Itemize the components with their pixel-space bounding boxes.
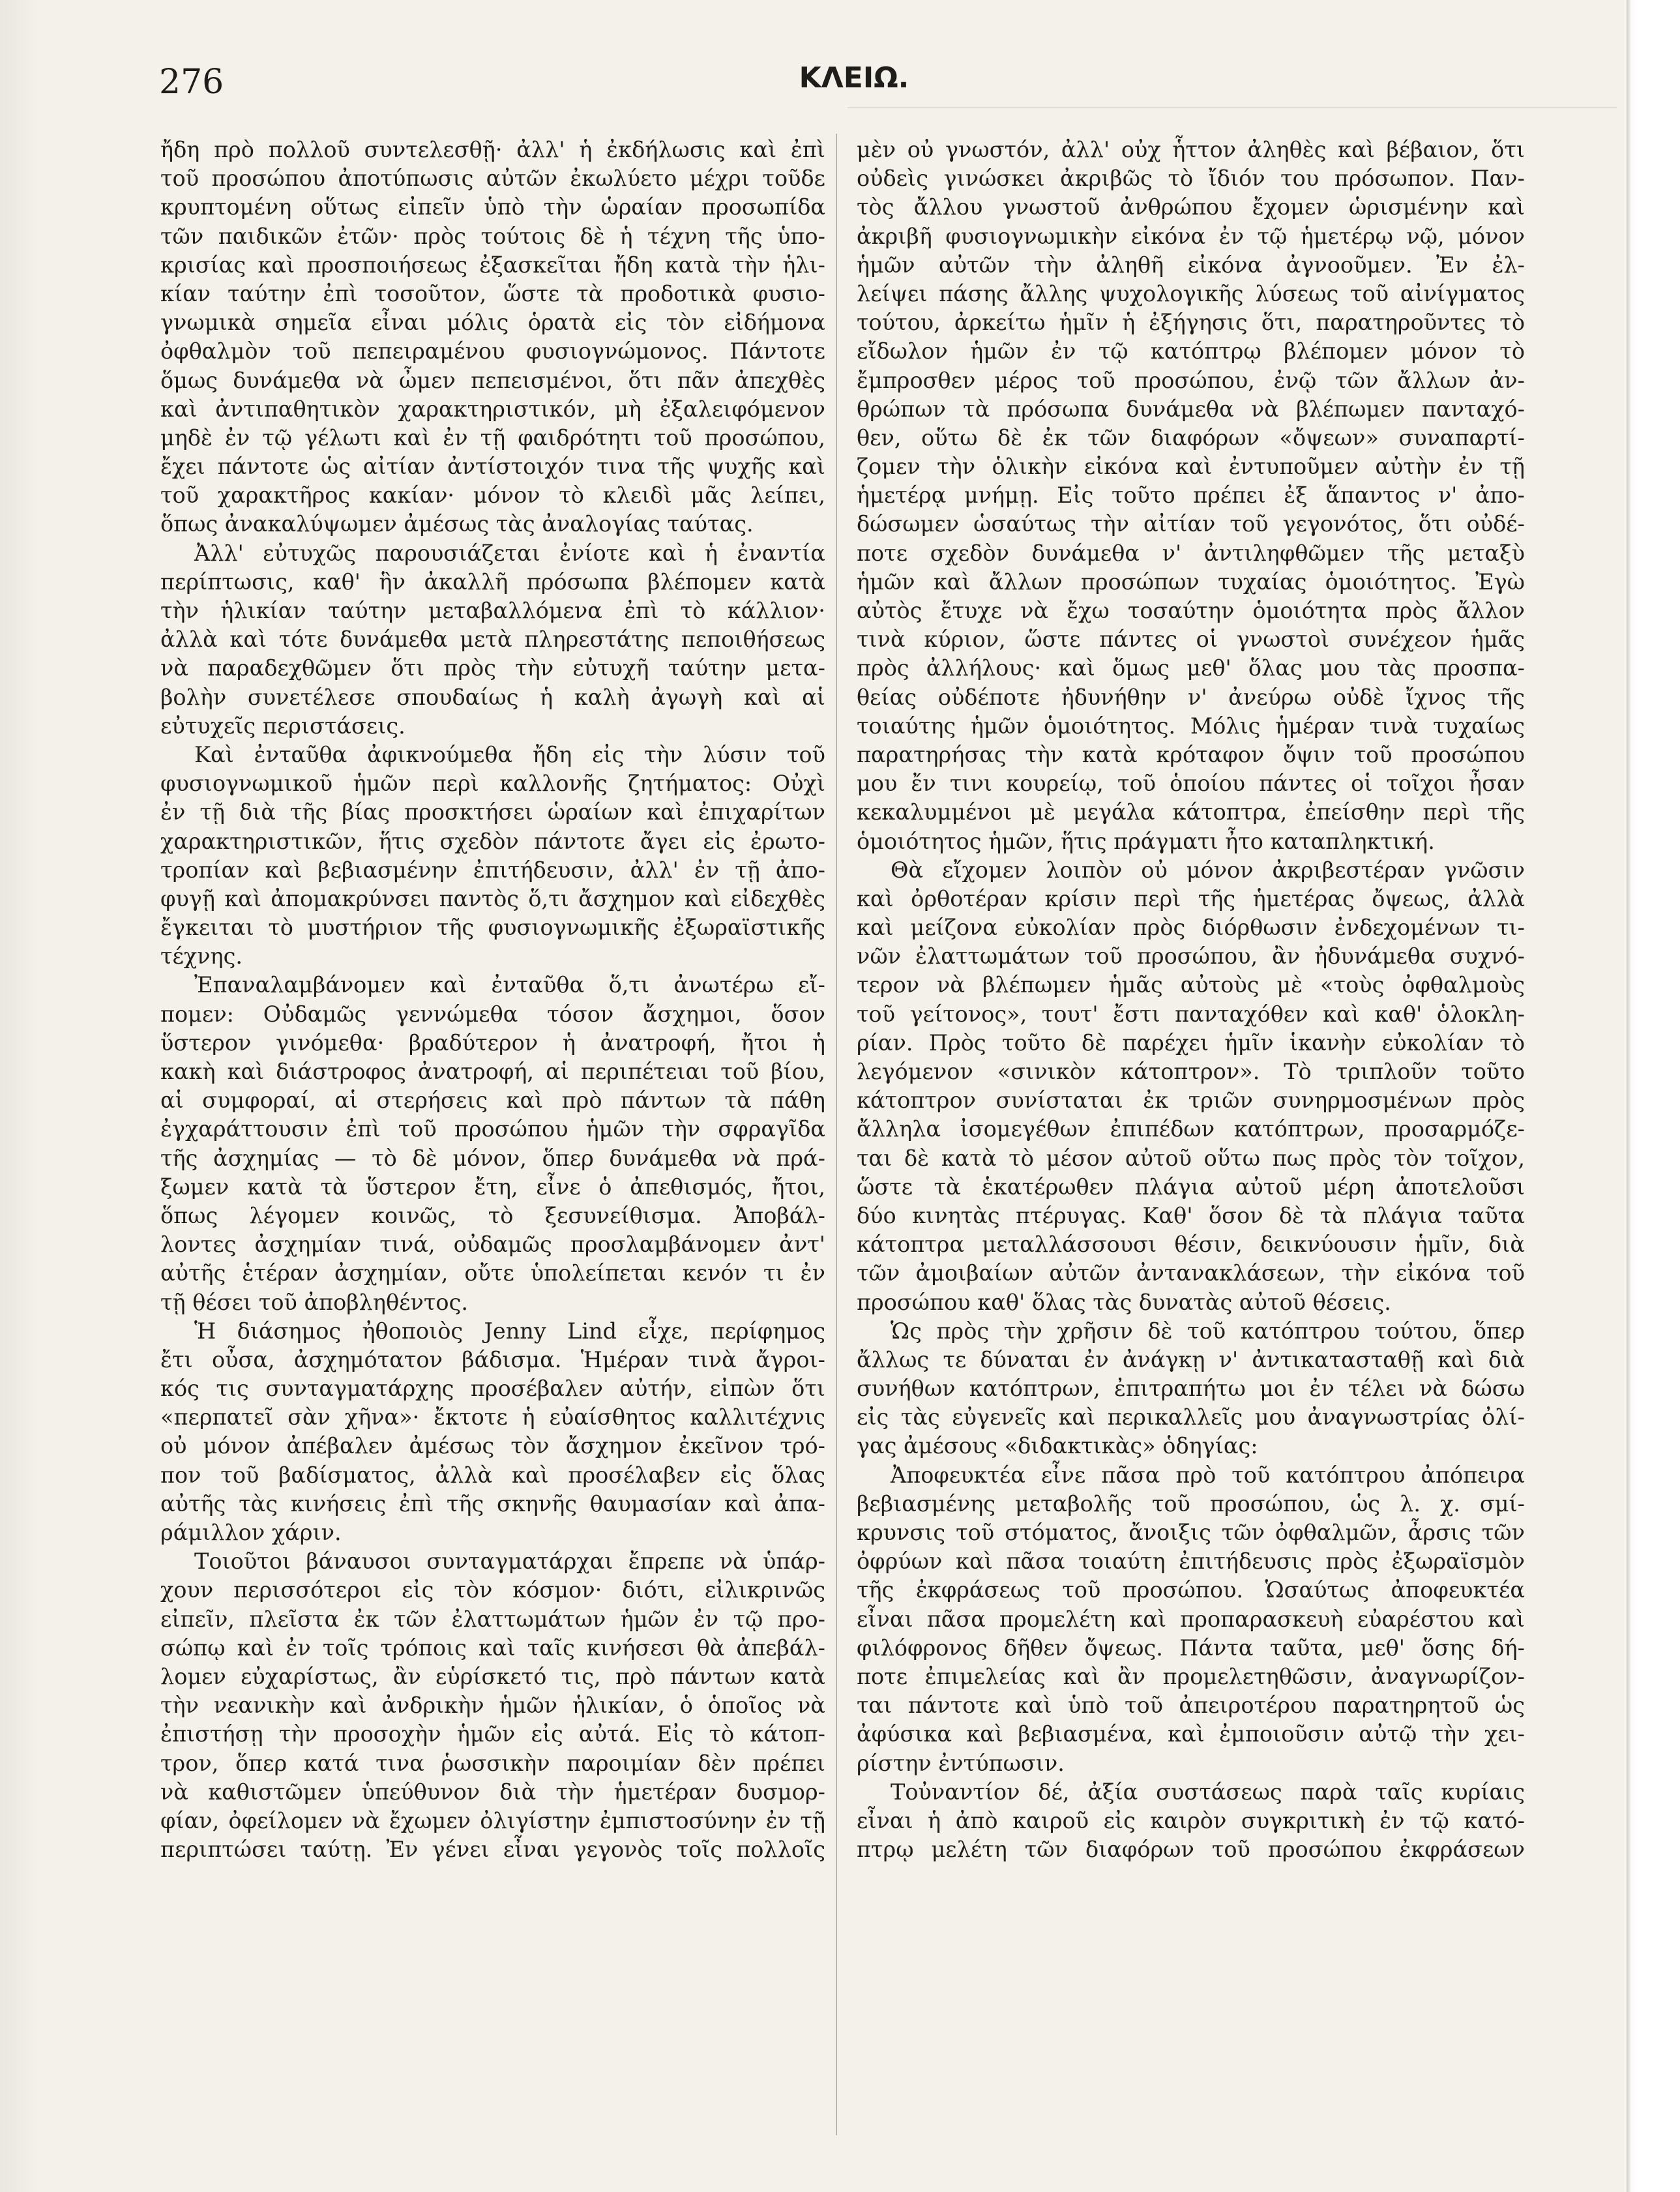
text-line: ποτε ἐπιμελείας καὶ ἂν προμελετηθῶσιν, ἀναγνωρίζον-	[857, 1663, 1525, 1689]
text-line: ὅπως ἀνακαλύψωμεν ἀμέσως τὰς ἀναλογίας ταύτας.	[160, 511, 754, 537]
text-line: ποτε σχεδὸν δυνάμεθα ν' ἀντιληφθῶμεν τῆς μεταξὺ	[857, 540, 1525, 566]
text-line: τὴν νεανικὴν καὶ ἀνδρικὴν ἡμῶν ἡλικίαν, ὁ ὁποῖος νὰ	[160, 1693, 825, 1719]
text-line: τούτου, ἀρκείτω ἡμῖν ἡ ἐξήγησις ὅτι, παρατηροῦντες τὸ	[857, 310, 1525, 336]
text-line: πομεν: Οὐδαμῶς γεννώμεθα τόσον ἄσχημοι, ὅσον	[160, 1001, 825, 1027]
text-line: οὐδεὶς γινώσκει ἀκριβῶς τὸ ἴδιόν του πρόσωπον. Παν-	[857, 166, 1525, 192]
text-line: ἡμῶν καὶ ἄλλων προσώπων τυχαίας ὁμοιότητος. Ἐγὼ	[857, 569, 1525, 595]
text-line: νὰ παραδεχθῶμεν ὅτι πρὸς τὴν εὐτυχῆ ταύτην μετα-	[160, 655, 825, 681]
running-title: ΚΛΕΙΩ.	[799, 61, 909, 95]
text-line: ται πάντοτε καὶ ὑπὸ τοῦ ἀπειροτέρου παρατηρητοῦ ὡς	[857, 1693, 1525, 1719]
text-line: θείας οὐδέποτε ἠδυνήθην ν' ἀνεύρω οὐδὲ ἴχνος τῆς	[857, 684, 1525, 710]
text-line: τοῦ προσώπου ἀποτύπωσις αὐτῶν ἐκωλύετο μέχρι τοῦδε	[160, 166, 825, 192]
text-line: τροπίαν καὶ βεβιασμένην ἐπιτήδευσιν, ἀλλ' ἐν τῇ ἀπο-	[160, 857, 825, 883]
text-line: εἶναι ἡ ἀπὸ καιροῦ εἰς καιρὸν συγκριτικὴ ἐν τῷ κατό-	[857, 1807, 1525, 1833]
text-line: κρισίας καὶ προσποιήσεως ἐξασκεῖται ἤδη κατὰ τὴν ἡλι-	[160, 252, 825, 278]
text-line: φίαν, ὀφείλομεν νὰ ἔχωμεν ὀλιγίστην ἐμπιστοσύνην ἐν τῇ	[160, 1807, 825, 1833]
text-line: μου ἔν τινι κουρείῳ, τοῦ ὁποίου πάντες οἱ τοῖχοι ἦσαν	[857, 771, 1525, 797]
text-line: κάτοπτρα μεταλλάσσουσι θέσιν, δεικνύουσιν ἡμῖν, διὰ	[857, 1232, 1525, 1258]
text-line: τῶν παιδικῶν ἐτῶν· πρὸς τούτοις δὲ ἡ τέχνη τῆς ὑπο-	[160, 223, 825, 249]
text-line: ἐγχαράττουσιν ἐπὶ τοῦ προσώπου ἡμῶν τὴν σφραγῖδα	[160, 1116, 825, 1142]
text-line: δύο κινητὰς πτέρυγας. Καθ' ὅσον δὲ τὰ πλάγια ταῦτα	[857, 1202, 1525, 1228]
text-line: λομεν εὐχαρίστως, ἂν εὑρίσκετό τις, πρὸ πάντων κατὰ	[160, 1663, 825, 1689]
text-line: γας ἀμέσους «διδακτικὰς» ὁδηγίας:	[857, 1433, 1258, 1459]
text-line: τέχνης.	[160, 943, 243, 970]
text-line: αὐτὸς ἔτυχε νὰ ἔχω τοσαύτην ὁμοιότητα πρὸς ἄλλον	[857, 598, 1525, 623]
text-line: πτρῳ μελέτη τῶν διαφόρων τοῦ προσώπου ἐκφράσεων	[857, 1837, 1525, 1863]
text-line: φυγῇ καὶ ἀπομακρύνσει παντὸς ὅ,τι ἄσχημον καὶ εἰδεχθὲς	[160, 885, 825, 911]
text-line: φιλόφρονος δῆθεν ὄψεως. Πάντα ταῦτα, μεθ' ὅσης δή-	[857, 1635, 1525, 1661]
text-line: σώπῳ καὶ ἐν τοῖς τρόποις καὶ ταῖς κινήσεσι θὰ ἀπεβάλ-	[160, 1635, 825, 1661]
text-line: περίπτωσις, καθ' ἣν ἀκαλλῆ πρόσωπα βλέπομεν κατὰ	[160, 569, 825, 595]
text-line: ἀλλὰ καὶ τότε δυνάμεθα μετὰ πληρεστάτης πεποιθήσεως	[160, 627, 825, 653]
text-line: τινὰ κύριον, ὥστε πάντες οἱ γνωστοὶ συνέχεον ἡμᾶς	[857, 627, 1525, 653]
text-line: εἰπεῖν, πλεῖστα ἐκ τῶν ἐλαττωμάτων ἡμῶν ἐν τῷ προ-	[160, 1606, 825, 1632]
text-line: Καὶ ἐνταῦθα ἀφικνούμεθα ἤδη εἰς τὴν λύσιν τοῦ	[194, 741, 825, 767]
left-text-column	[160, 136, 825, 1864]
text-line: κακὴ καὶ διάστροφος ἀνατροφή, αἱ περιπέτειαι τοῦ βίου,	[160, 1059, 825, 1084]
text-line: πρὸς ἀλλήλους· καὶ ὅμως μεθ' ὅλας μου τὰς προσπα-	[857, 655, 1525, 681]
text-line: τερον νὰ βλέπωμεν ἡμᾶς αὐτοὺς μὲ «τοὺς ὀφθαλμοὺς	[857, 972, 1525, 998]
text-line: αἱ συμφοραί, αἱ στερήσεις καὶ πρὸ πάντων τὰ πάθη	[160, 1088, 825, 1114]
text-line: πον τοῦ βαδίσματος, ἀλλὰ καὶ προσέλαβεν εἰς ὅλας	[160, 1462, 825, 1488]
text-line: περιπτώσει ταύτῃ. Ἐν γένει εἶναι γεγονὸς τοῖς πολλοῖς	[160, 1837, 825, 1863]
text-line: Τοιοῦτοι βάναυσοι συνταγματάρχαι ἔπρεπε νὰ ὑπάρ-	[194, 1548, 825, 1575]
text-line: καὶ ὀρθοτέραν κρίσιν περὶ τῆς ἡμετέρας ὄψεως, ἀλλὰ	[857, 885, 1525, 911]
text-line: ἀφύσικα καὶ βεβιασμένα, καὶ ἐμποιοῦσιν αὐτῷ τὴν χει-	[857, 1721, 1525, 1747]
text-line: εἰς τὰς εὐγενεῖς καὶ περικαλλεῖς μου ἀναγνωστρίας ὀλί-	[857, 1404, 1525, 1430]
text-line: ὀφθαλμὸν τοῦ πεπειραμένου φυσιογνώμονος. Πάντοτε	[160, 338, 825, 364]
text-line: αὐτῆς ἑτέραν ἀσχημίαν, οὔτε ὑπολείπεται κενόν τι ἐν	[160, 1260, 825, 1286]
text-line: ἔτι οὖσα, ἀσχημότατον βάδισμα. Ἡμέραν τινὰ ἄγροι-	[160, 1346, 825, 1372]
text-line: βολὴν συνετέλεσε σπουδαίως ἡ καλὴ ἀγωγὴ καὶ αἱ	[160, 684, 825, 710]
text-line: θρώπων τὰ πρόσωπα δυνάμεθα νὰ βλέπωμεν πανταχό-	[857, 396, 1525, 422]
text-line: ὅμως δυνάμεθα νὰ ὦμεν πεπεισμένοι, ὅτι πᾶν ἀπεχθὲς	[160, 367, 825, 393]
text-line: φυσιογνωμικοῦ ἡμῶν περὶ καλλονῆς ζητήματος: Οὐχὶ	[160, 771, 825, 797]
page-edge-shadow	[1627, 0, 1632, 2192]
text-line: ἄλληλα ἰσομεγέθων ἐπιπέδων κατόπτρων, προσαρμόζε-	[857, 1116, 1525, 1142]
text-line: ρίαν. Πρὸς τοῦτο δὲ παρέχει ἡμῖν ἱκανὴν εὐκολίαν τὸ	[857, 1029, 1525, 1056]
text-line: νῶν ἐλαττωμάτων τοῦ προσώπου, ἂν ἠδυνάμεθα συχνό-	[857, 943, 1525, 970]
text-line: γνωμικὰ σημεῖα εἶναι μόλις ὁρατὰ εἰς τὸν εἰδήμονα	[160, 310, 825, 336]
text-line: Ἀποφευκτέα εἶνε πᾶσα πρὸ τοῦ κατόπτρου ἀπόπειρα	[891, 1462, 1525, 1488]
text-line: τῆς ἐκφράσεως τοῦ προσώπου. Ὡσαύτως ἀποφευκτέα	[857, 1577, 1525, 1603]
text-line: Ἀλλ' εὐτυχῶς παρουσιάζεται ἐνίοτε καὶ ἡ ἐναντία	[194, 540, 825, 566]
text-line: ρίστην ἐντύπωσιν.	[857, 1750, 1065, 1776]
text-line: τῶν ἀμοιβαίων αὐτῶν ἀντανακλάσεων, τὴν εἰκόνα τοῦ	[857, 1260, 1525, 1286]
text-line: κάτοπτρον συνίσταται ἐκ τριῶν συνηρμοσμένων πρὸς	[857, 1088, 1525, 1114]
text-line: ὥστε τὰ ἑκατέρωθεν πλάγια αὐτοῦ μέρη ἀποτελοῦσι	[857, 1174, 1525, 1200]
text-line: τοῦ γείτονος», τουτ' ἔστι πανταχόθεν καὶ καθ' ὁλοκλη-	[857, 1001, 1525, 1027]
text-line: Τοὐναντίον δέ, ἀξία συστάσεως παρὰ ταῖς κυρίαις	[891, 1779, 1525, 1805]
column-divider	[836, 134, 837, 2135]
text-line: ὅπως λέγομεν κοινῶς, τὸ ξεσυνείθισμα. Ἀποβάλ-	[160, 1202, 825, 1228]
text-line: κίαν ταύτην ἐπὶ τοσοῦτον, ὥστε τὰ προδοτικὰ φυσιο-	[160, 280, 825, 306]
text-line: κός τις συνταγματάρχης προσέβαλεν αὐτήν, εἰπὼν ὅτι	[160, 1376, 825, 1402]
text-line: ἤδη πρὸ πολλοῦ συντελεσθῇ· ἀλλ' ἡ ἐκδήλωσις καὶ ἐπὶ	[160, 137, 825, 162]
text-line: συνήθων κατόπτρων, ἐπιτραπήτω μοι ἐν τέλει νὰ δώσω	[857, 1376, 1525, 1402]
text-line: κεκαλυμμένοι μὲ μεγάλα κάτοπτρα, ἐπείσθην περὶ τῆς	[857, 799, 1525, 825]
text-line: ἔμπροσθεν μέρος τοῦ προσώπου, ἐνῷ τῶν ἄλλων ἀν-	[857, 367, 1525, 393]
text-line: ἔγκειται τὸ μυστήριον τῆς φυσιογνωμικῆς ἐξωραϊστικῆς	[160, 915, 825, 941]
text-line: ἀκριβῆ φυσιογνωμικὴν εἰκόνα ἐν τῷ ἡμετέρῳ νῷ, μόνον	[857, 223, 1525, 249]
text-line: λεγόμενον «σινικὸν κάτοπτρον». Τὸ τριπλοῦν τοῦτο	[857, 1059, 1525, 1084]
text-line: ται δὲ κατὰ τὸ μέσον αὐτοῦ οὕτω πως πρὸς τὸν τοῖχον,	[857, 1145, 1525, 1171]
text-line: «περπατεῖ σὰν χῆνα»· ἔκτοτε ἡ εὐαίσθητος καλλιτέχνις	[160, 1404, 825, 1430]
text-line: κρυνσις τοῦ στόματος, ἄνοιξις τῶν ὀφθαλμῶν, ἆρσις τῶν	[857, 1520, 1525, 1545]
text-line: εἴδωλον ἡμῶν ἐν τῷ κατόπτρῳ βλέπομεν μόνον τὸ	[857, 338, 1525, 364]
text-line: τοῦ χαρακτῆρος κακίαν· μόνον τὸ κλειδὶ μᾶς λείπει,	[160, 482, 825, 509]
text-line: Θὰ εἴχομεν λοιπὸν οὐ μόνον ἀκριβεστέραν γνῶσιν	[891, 857, 1525, 883]
text-line: ζομεν τὴν ὁλικὴν εἰκόνα καὶ ἐντυποῦμεν αὐτὴν ἐν τῇ	[857, 454, 1525, 480]
text-line: Ἡ διάσημος ἠθοποιὸς Jenny Lind εἶχε, περίφημος	[194, 1318, 825, 1344]
text-line: τῆς ἀσχημίας — τὸ δὲ μόνον, ὅπερ δυνάμεθα νὰ πρά-	[160, 1145, 825, 1171]
text-line: παρατηρήσας τὴν κατὰ κρόταφον ὄψιν τοῦ προσώπου	[857, 741, 1525, 767]
text-line: κρυπτομένη οὕτως εἰπεῖν ὑπὸ τὴν ὡραίαν προσωπίδα	[160, 194, 825, 220]
page-number: 276	[159, 63, 224, 102]
text-line: ξωμεν κατὰ τὰ ὕστερον ἔτη, εἶνε ὁ ἀπεθισμός, ἤτοι,	[160, 1174, 825, 1200]
text-line: εἶναι πᾶσα προμελέτη καὶ προπαρασκευὴ εὐαρέστου καὶ	[857, 1606, 1525, 1632]
text-line: Ὡς πρὸς τὴν χρῆσιν δὲ τοῦ κατόπτρου τούτου, ὅπερ	[891, 1318, 1525, 1344]
text-line: λοντες ἀσχημίαν τινά, οὐδαμῶς προσλαμβάνομεν ἀντ'	[160, 1232, 825, 1258]
text-line: τὸς ἄλλου γνωστοῦ ἀνθρώπου ἔχομεν ὡρισμένην καὶ	[857, 194, 1525, 220]
text-line: τρον, ὅπερ κατά τινα ῥωσσικὴν παροιμίαν δὲν πρέπει	[160, 1750, 825, 1776]
text-line: ἡμετέρᾳ μνήμῃ. Εἰς τοῦτο πρέπει ἐξ ἅπαντος ν' ἀπο-	[857, 482, 1525, 509]
text-line: θεν, οὕτω δὲ ἐκ τῶν διαφόρων «ὄψεων» συναπαρτί-	[857, 424, 1525, 451]
text-line: καὶ μείζονα εὐκολίαν πρὸς διόρθωσιν ἐνδεχομένων τι-	[857, 915, 1525, 941]
text-line: τοιαύτης ἡμῶν ὁμοιότητος. Μόλις ἡμέραν τινὰ τυχαίως	[857, 713, 1525, 739]
text-line: λείψει πάσης ἄλλης ψυχολογικῆς λύσεως τοῦ αἰνίγματος	[857, 280, 1525, 306]
text-line: βεβιασμένης μεταβολῆς τοῦ προσώπου, ὡς λ. χ. σμί-	[857, 1490, 1525, 1517]
text-line: οὐ μόνον ἀπέβαλεν ἀμέσως τὸν ἄσχημον ἐκεῖνον τρό-	[160, 1433, 825, 1459]
text-line: καὶ ἀντιπαθητικὸν χαρακτηριστικόν, μὴ ἐξαλειφόμενον	[160, 396, 825, 422]
text-line: ὀφρύων καὶ πᾶσα τοιαύτη ἐπιτήδευσις πρὸς ἐξωραϊσμὸν	[857, 1548, 1525, 1575]
text-line: νὰ καθιστῶμεν ὑπεύθυνον διὰ τὴν ἡμετέραν δυσμορ-	[160, 1779, 825, 1805]
text-line: τῇ θέσει τοῦ ἀποβληθέντος.	[160, 1289, 468, 1315]
text-line: προσώπου καθ' ὅλας τὰς δυνατὰς αὐτοῦ θέσεις.	[857, 1289, 1391, 1315]
text-line: ἐν τῇ διὰ τῆς βίας προσκτήσει ὡραίων καὶ ἐπιχαρίτων	[160, 799, 825, 825]
text-line: τὴν ἡλικίαν ταύτην μεταβαλλόμενα ἐπὶ τὸ κάλλιον·	[160, 598, 825, 623]
text-line: Ἐπαναλαμβάνομεν καὶ ἐνταῦθα ὅ,τι ἀνωτέρω εἴ-	[194, 972, 825, 998]
text-line: ἄλλως τε δύναται ἐν ἀνάγκῃ ν' ἀντικατασταθῇ καὶ διὰ	[857, 1346, 1525, 1372]
text-line: μὲν οὐ γνωστόν, ἀλλ' οὐχ ἧττον ἀληθὲς καὶ βέβαιον, ὅτι	[857, 137, 1525, 162]
text-line: χουν περισσότεροι εἰς τὸν κόσμον· διότι, εἰλικρινῶς	[160, 1577, 825, 1603]
text-line: ὁμοιότητος ἡμῶν, ἥτις πράγματι ἦτο καταπληκτική.	[857, 828, 1435, 854]
text-line: δώσωμεν ὡσαύτως τὴν αἰτίαν τοῦ γεγονότος, ὅτι οὐδέ-	[857, 511, 1525, 537]
text-line: εὐτυχεῖς περιστάσεις.	[160, 713, 405, 739]
text-line: αὐτῆς τὰς κινήσεις ἐπὶ τῆς σκηνῆς θαυμασίαν καὶ ἀπα-	[160, 1490, 825, 1517]
text-line: χαρακτηριστικῶν, ἥτις σχεδὸν πάντοτε ἄγει εἰς ἐρωτο-	[160, 828, 825, 854]
text-line: ὕστερον γινόμεθα· βραδύτερον ἡ ἀνατροφή, ἤτοι ἡ	[160, 1029, 825, 1056]
right-text-column	[857, 136, 1525, 1864]
text-line: ἔχει πάντοτε ὡς αἰτίαν ἀντίστοιχόν τινα τῆς ψυχῆς καὶ	[160, 454, 825, 480]
text-line: ἐπιστήσῃ τὴν προσοχὴν ἡμῶν εἰς αὐτά. Εἰς τὸ κάτοπ-	[160, 1721, 825, 1747]
text-line: ράμιλλον χάριν.	[160, 1520, 342, 1545]
text-line: μηδὲ ἐν τῷ γέλωτι καὶ ἐν τῇ φαιδρότητι τοῦ προσώπου,	[160, 424, 825, 451]
text-line: ἡμῶν αὐτῶν τὴν ἀληθῆ εἰκόνα ἀγνοοῦμεν. Ἐν ἐλ-	[857, 252, 1525, 278]
